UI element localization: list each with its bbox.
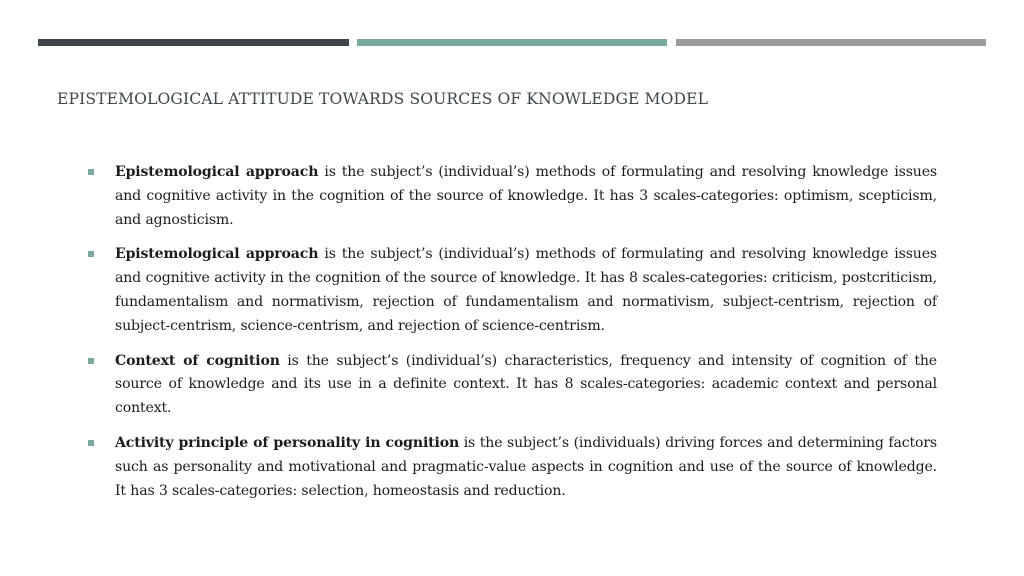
top-bar-dark xyxy=(38,39,349,46)
bullet-term: Activity principle of personality in cognition xyxy=(115,434,460,451)
bullet-term: Epistemological approach xyxy=(115,164,319,180)
square-bullet-icon xyxy=(88,251,94,257)
square-bullet-icon xyxy=(88,169,94,175)
bullet-text: is the subject’s (individual’s) methods of formulating and resolving knowledge issues and cognitive activity in the cognition of the source of knowledge. It has 8 scales-categories: criticism, postcriticism, fundamentalism and normativism, rejection of fundamentalism and normativism, subject-centrism, rejection of subject-centrism, science-centrism, and rejection of science-centrism. xyxy=(115,246,937,334)
bullet-item xyxy=(88,243,937,338)
square-bullet-icon xyxy=(88,440,94,446)
slide-title: EPISTEMOLOGICAL ATTITUDE TOWARDS SOURCES OF KNOWLEDGE MODEL xyxy=(57,90,709,108)
bullet-item xyxy=(88,350,937,421)
square-bullet-icon xyxy=(88,358,94,364)
top-bar-teal xyxy=(357,39,667,46)
bullet-term: Epistemological approach xyxy=(115,246,319,263)
top-bar-gray xyxy=(676,39,986,46)
bullet-item xyxy=(88,432,937,503)
bullet-text: is the subject’s (individual’s) methods of formulating and resolving knowledge issues and cognitive activity in the cognition of the source of knowledge. It has 3 scales-categories: optimism, scepticism, and agnosticism. xyxy=(115,164,937,228)
bullet-text: is the subject’s (individual’s) characteristics, frequency and intensity of cognition of the source of knowledge and its use in a definite context. It has 8 scales-categories: academic context and personal context. xyxy=(115,352,937,417)
bullet-list xyxy=(88,161,937,514)
bullet-term: Context of cognition xyxy=(115,352,280,369)
bullet-item xyxy=(88,161,937,232)
bullet-text: is the subject’s (individuals) driving forces and determining factors such as personality and motivational and pragmatic-value aspects in cognition and use of the source of knowledge. It has 3 scales-categories: selection, homeostasis and reduction. xyxy=(115,434,937,499)
